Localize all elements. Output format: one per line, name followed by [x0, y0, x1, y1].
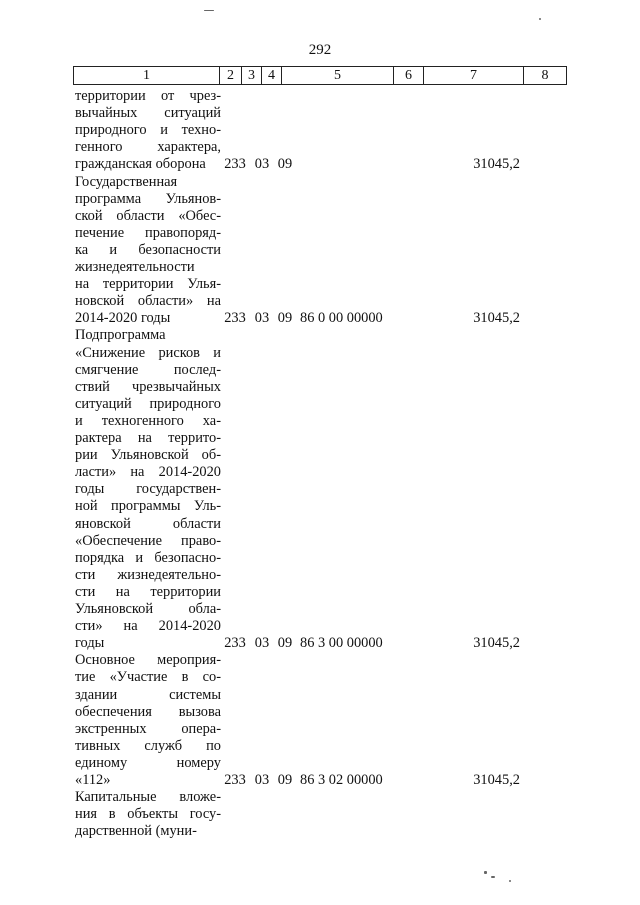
row-text-line: рии Ульяновской об- — [75, 447, 221, 464]
row-text-line: сти на территории — [75, 583, 221, 600]
row-text-line: гражданская оборона — [75, 156, 206, 173]
row-section: 03 — [254, 156, 270, 173]
row-text-line: здании системы — [75, 686, 221, 703]
header-col-5: 5 — [282, 67, 394, 84]
header-col-8: 8 — [541, 68, 549, 83]
row-amount: 31045,2 — [473, 635, 520, 652]
row-text-line: вычайных ситуаций — [75, 105, 221, 122]
row-code: 233 — [224, 772, 246, 788]
row-text-line: Государственная — [75, 173, 178, 190]
header-col-4: 4 — [262, 67, 282, 84]
scan-speck — [491, 876, 495, 878]
header-col-6: 6 — [394, 67, 424, 84]
row-code: 233 — [224, 635, 246, 652]
row-text-line: яновской области — [75, 515, 221, 532]
scan-speck — [539, 18, 541, 20]
row-text-line: сти» на 2014-2020 — [75, 618, 221, 635]
row-text-line: экстренных опера- — [75, 720, 221, 737]
scan-speck — [484, 871, 487, 874]
row-text-line: смягчение послед- — [75, 361, 221, 378]
row-target-code: 86 0 00 00000 — [300, 310, 383, 327]
scan-speck — [509, 880, 511, 882]
row-text-line: «Снижение рисков и — [75, 344, 221, 361]
row-text-line: «Обеспечение право- — [75, 532, 221, 549]
row-text-line: тивных служб по — [75, 737, 221, 754]
row-text-line: «112» — [75, 772, 111, 788]
row-text-line: Ульяновской обла- — [75, 601, 221, 617]
row-text-line: годы — [75, 635, 105, 652]
row-text-line: 2014-2020 годы — [75, 310, 171, 327]
row-text-line: жизнедеятельности — [75, 259, 195, 275]
row-text-line: ситуаций природного — [75, 395, 221, 412]
table-header — [73, 66, 567, 85]
row-text-line: Капитальные вложе- — [75, 789, 221, 806]
row-subsection: 09 — [277, 772, 293, 788]
scan-speck — [204, 10, 214, 11]
header-col-2: 2 — [220, 67, 242, 84]
row-text-line: и техногенного ха- — [75, 412, 221, 429]
row-text-line: на территории Улья- — [75, 276, 221, 293]
row-target-code: 86 3 00 00000 — [300, 635, 383, 652]
row-section: 03 — [254, 310, 270, 327]
row-text-line: природного и техно- — [75, 122, 221, 139]
header-col-1: 1 — [74, 67, 220, 84]
row-subsection: 09 — [277, 310, 293, 327]
row-section: 03 — [254, 635, 270, 652]
row-text-line: порядка и безопасно- — [75, 549, 221, 566]
header-col-3: 3 — [242, 67, 262, 84]
row-text-line: ния в объекты госу- — [75, 806, 221, 823]
row-subsection: 09 — [277, 635, 293, 652]
row-text-line: Подпрограмма — [75, 327, 166, 344]
row-text-line: ка и безопасности — [75, 241, 221, 258]
row-text-line: территории от чрез- — [75, 88, 221, 104]
row-subsection: 09 — [277, 156, 293, 173]
row-code: 233 — [224, 310, 246, 327]
row-amount: 31045,2 — [473, 156, 520, 173]
page-number: 292 — [308, 42, 332, 58]
row-text-line: программа Ульянов- — [75, 190, 221, 207]
row-code: 233 — [224, 156, 246, 173]
row-text-line: тие «Участие в со- — [75, 669, 221, 686]
row-text-line: рактера на террито- — [75, 430, 221, 446]
header-col-7: 7 — [424, 67, 524, 84]
row-section: 03 — [254, 772, 270, 788]
row-text-line: дарственной (муни- — [75, 823, 197, 840]
row-text-line: ствий чрезвычайных — [75, 378, 221, 395]
row-text-line: генного характера, — [75, 139, 221, 156]
row-text-line: годы государствен- — [75, 481, 221, 498]
row-amount: 31045,2 — [473, 310, 520, 327]
row-amount: 31045,2 — [473, 772, 520, 788]
row-text-line: единому номеру — [75, 754, 221, 771]
row-text-line: печение правопоряд- — [75, 224, 221, 241]
row-target-code: 86 3 02 00000 — [300, 772, 383, 788]
row-text-line: ласти» на 2014-2020 — [75, 464, 221, 481]
row-text-line: Основное мероприя- — [75, 652, 221, 669]
row-text-line: ной программы Уль- — [75, 498, 221, 515]
row-text-line: новской области» на — [75, 293, 221, 310]
row-text-line: ской области «Обес- — [75, 207, 221, 224]
row-text-line: обеспечения вызова — [75, 703, 221, 720]
row-text-line: сти жизнедеятельно- — [75, 566, 221, 583]
